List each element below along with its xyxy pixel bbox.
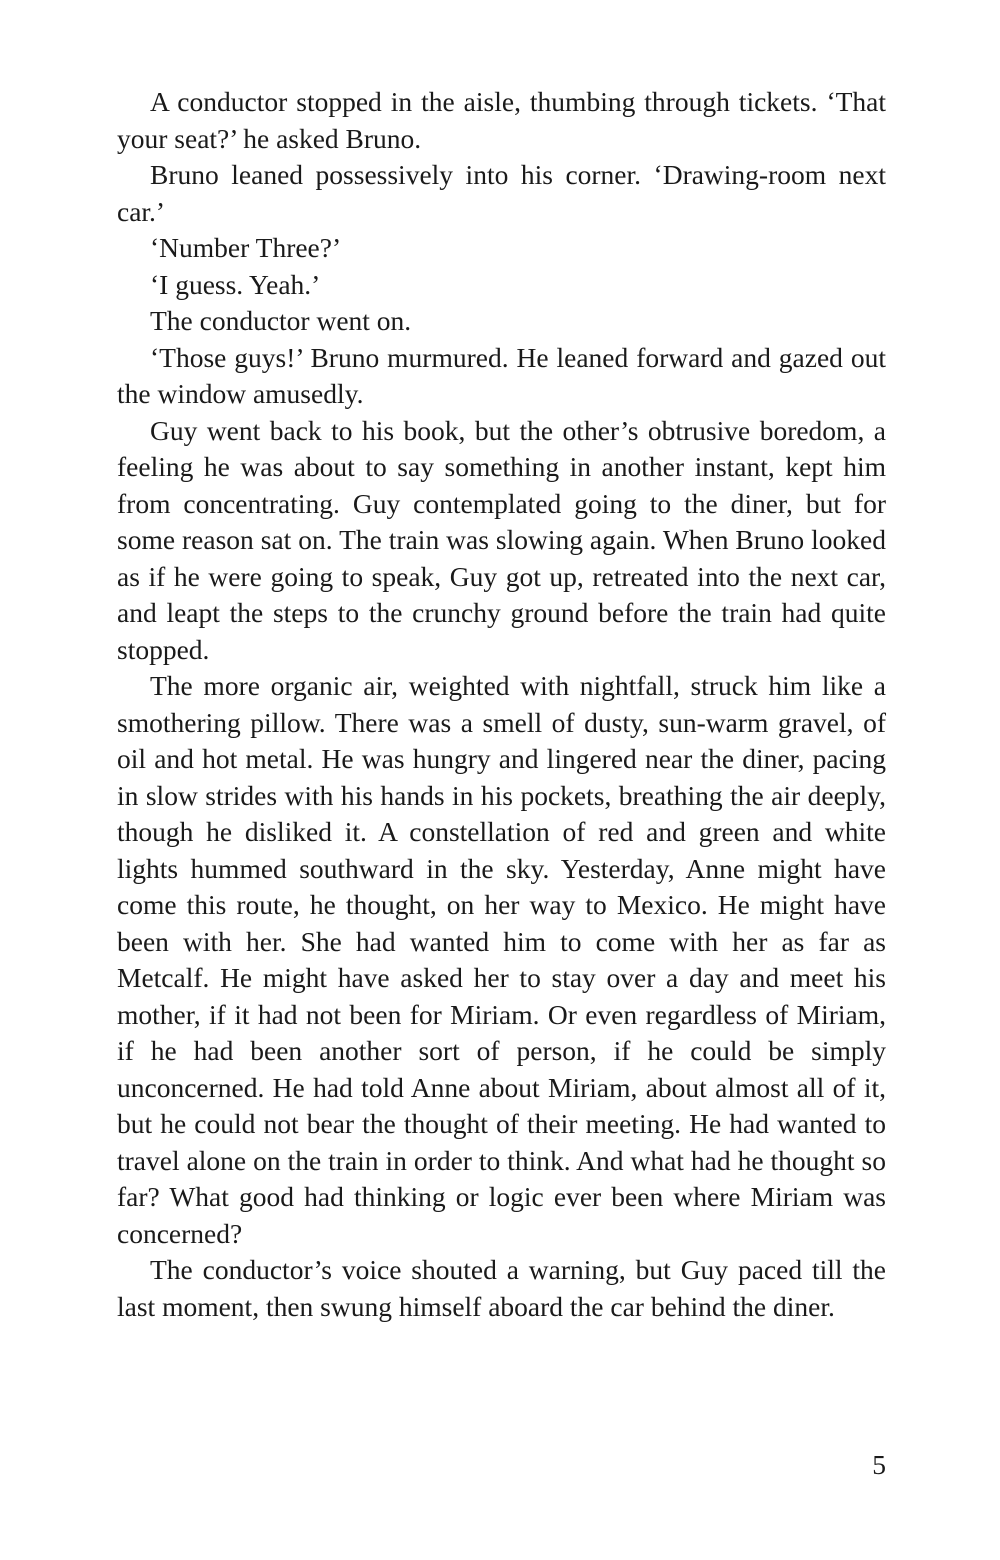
paragraph-2: Bruno leaned possessively into his corner. ‘Drawing-room next car.’ bbox=[117, 159, 886, 227]
body-text bbox=[117, 84, 886, 1325]
paragraph-4: ‘I guess. Yeah.’ bbox=[150, 268, 321, 300]
paragraph-7: Guy went back to his book, but the other’s obtrusive boredom, a feeling he was about to say something in another instant, kept him from concentrating. Guy contemplated going to the diner, but for some reason sat on. The train was slowing again. When Bruno looked as if he were going to speak, Guy got up, retreated into the next car, and leapt the steps to the crunchy ground before the train had quite stopped. bbox=[117, 414, 886, 665]
paragraph-3: ‘Number Three?’ bbox=[150, 232, 342, 263]
paragraph-5: The conductor went on. bbox=[150, 305, 412, 336]
paragraph-1: A conductor stopped in the aisle, thumbing through tickets. ‘That your seat?’ he asked Bruno. bbox=[117, 86, 886, 154]
paragraph-6: ‘Those guys!’ Bruno murmured. He leaned forward and gazed out the window amusedly. bbox=[117, 341, 886, 409]
page-number: 5 bbox=[872, 1449, 886, 1480]
paragraph-8: The more organic air, weighted with nightfall, struck him like a smothering pillow. There was a smell of dusty, sun-warm gravel, of oil and hot metal. He was hungry and lingered near the diner, pacing in slow strides with his hands in his pockets, breathing the air deeply, though he disliked it. A constellation of red and green and white lights hummed southward in the sky. Yesterday, Anne might have come this route, he thought, on her way to Mexico. He might have been with her. She had wanted him to come with her as far as Metcalf. He might have asked her to stay over a day and meet his mother, if it had not been for Miriam. Or even regardless of Miriam, if he had been another sort of person, if he could be simply unconcerned. He had told Anne about Miriam, about almost all of it, but he could not bear the thought of their meeting. He had wanted to travel alone on the train in order to think. And what had he thought so far? What good had thinking or logic ever been where Miriam was concerned? bbox=[117, 670, 886, 1249]
paragraph-9: The conductor’s voice shouted a warning, but Guy paced till the last moment, then swung himself aboard the car behind the diner. bbox=[117, 1254, 886, 1322]
